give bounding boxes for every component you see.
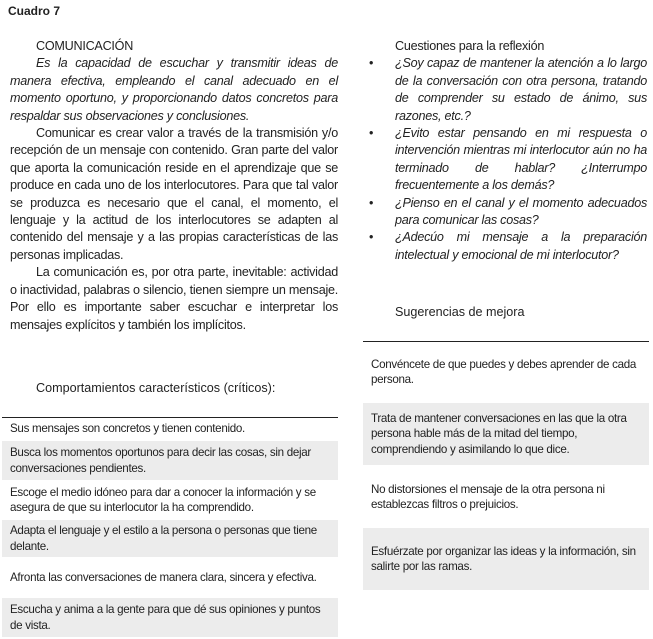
left-column	[10, 38, 338, 334]
suggestion-row: Convéncete de que puedes y debes aprender de cada persona.	[371, 357, 637, 386]
right-column	[395, 38, 647, 264]
behaviors-heading: Comportamientos característicos (críticos):	[36, 381, 276, 395]
suggestion-row: Esfuérzate por organizar las ideas y la información, sin salirte por las ramas.	[363, 528, 649, 590]
questions-heading: Cuestiones para la reflexión	[395, 39, 545, 53]
definition: Es la capacidad de escuchar y transmitir ideas de manera efectiva, empleando el canal adecuado en el momento oportuno, y proporcionando datos concretos para respaldar sus observaciones y conclusiones.	[10, 56, 338, 123]
suggestion-row: No distorsiones el mensaje de la otra persona ni establezcas filtros o prejuicios.	[371, 482, 605, 511]
section-heading: COMUNICACIÓN	[36, 39, 134, 53]
question-item: • ¿Pienso en el canal y el momento adecuados para comunicar las cosas?	[395, 195, 647, 230]
behavior-row: Adapta el lenguaje y el estilo a la persona o personas que tiene delante.	[2, 520, 338, 557]
behavior-row: Busca los momentos oportunos para decir las cosas, sin dejar conversaciones pendientes.	[2, 441, 338, 480]
question-item: • ¿Soy capaz de mantener la atención a lo largo de la conversación con otra persona, tratando de comprender su estado de ánimo, sus razones, etc.?	[395, 55, 647, 125]
paragraph: La comunicación es, por otra parte, inevitable: actividad o inactividad, palabras o silencio, tienen siempre un mensaje. Por ello es importante saber escuchar e interpretar los mensajes explícitos y también los implícitos.	[10, 265, 338, 332]
box-title: Cuadro 7	[8, 4, 61, 18]
divider	[2, 417, 338, 418]
divider	[363, 341, 649, 342]
behavior-row: Escoge el medio idóneo para dar a conocer la información y se asegura de que su interlocutor la ha comprendido.	[10, 485, 316, 514]
suggestions-heading: Sugerencias de mejora	[395, 305, 525, 319]
question-item: • ¿Evito estar pensando en mi respuesta o intervención mientras mi interlocutor aún no ha terminado de hablar? ¿Interrumpo frecuentemente a los demás?	[395, 125, 647, 195]
paragraph: Comunicar es crear valor a través de la transmisión y/o recepción de un mensaje con contenido. Gran parte del valor que aporta la comunicación reside en el aprendizaje que se produce en cada uno de los interlocutores. Para que tal valor se produzca es necesario que el canal, el momento, el lenguaje y la actitud de los interlocutores se adapten al contenido del mensaje y a las propias características de las personas implicadas.	[10, 126, 338, 262]
suggestion-row: Trata de mantener conversaciones en las que la otra persona hable más de la mitad del tiempo, comprendiendo y asimilando lo que dice.	[363, 403, 649, 465]
question-item: • ¿Adecúo mi mensaje a la preparación intelectual y emocional de mi interlocutor?	[395, 229, 647, 264]
behavior-row: Afronta las conversaciones de manera clara, sincera y efectiva.	[10, 570, 317, 584]
questions-list	[395, 55, 647, 264]
behavior-row: Escucha y anima a la gente para que dé sus opiniones y puntos de vista.	[2, 598, 338, 637]
behavior-row: Sus mensajes son concretos y tienen contenido.	[10, 422, 245, 436]
